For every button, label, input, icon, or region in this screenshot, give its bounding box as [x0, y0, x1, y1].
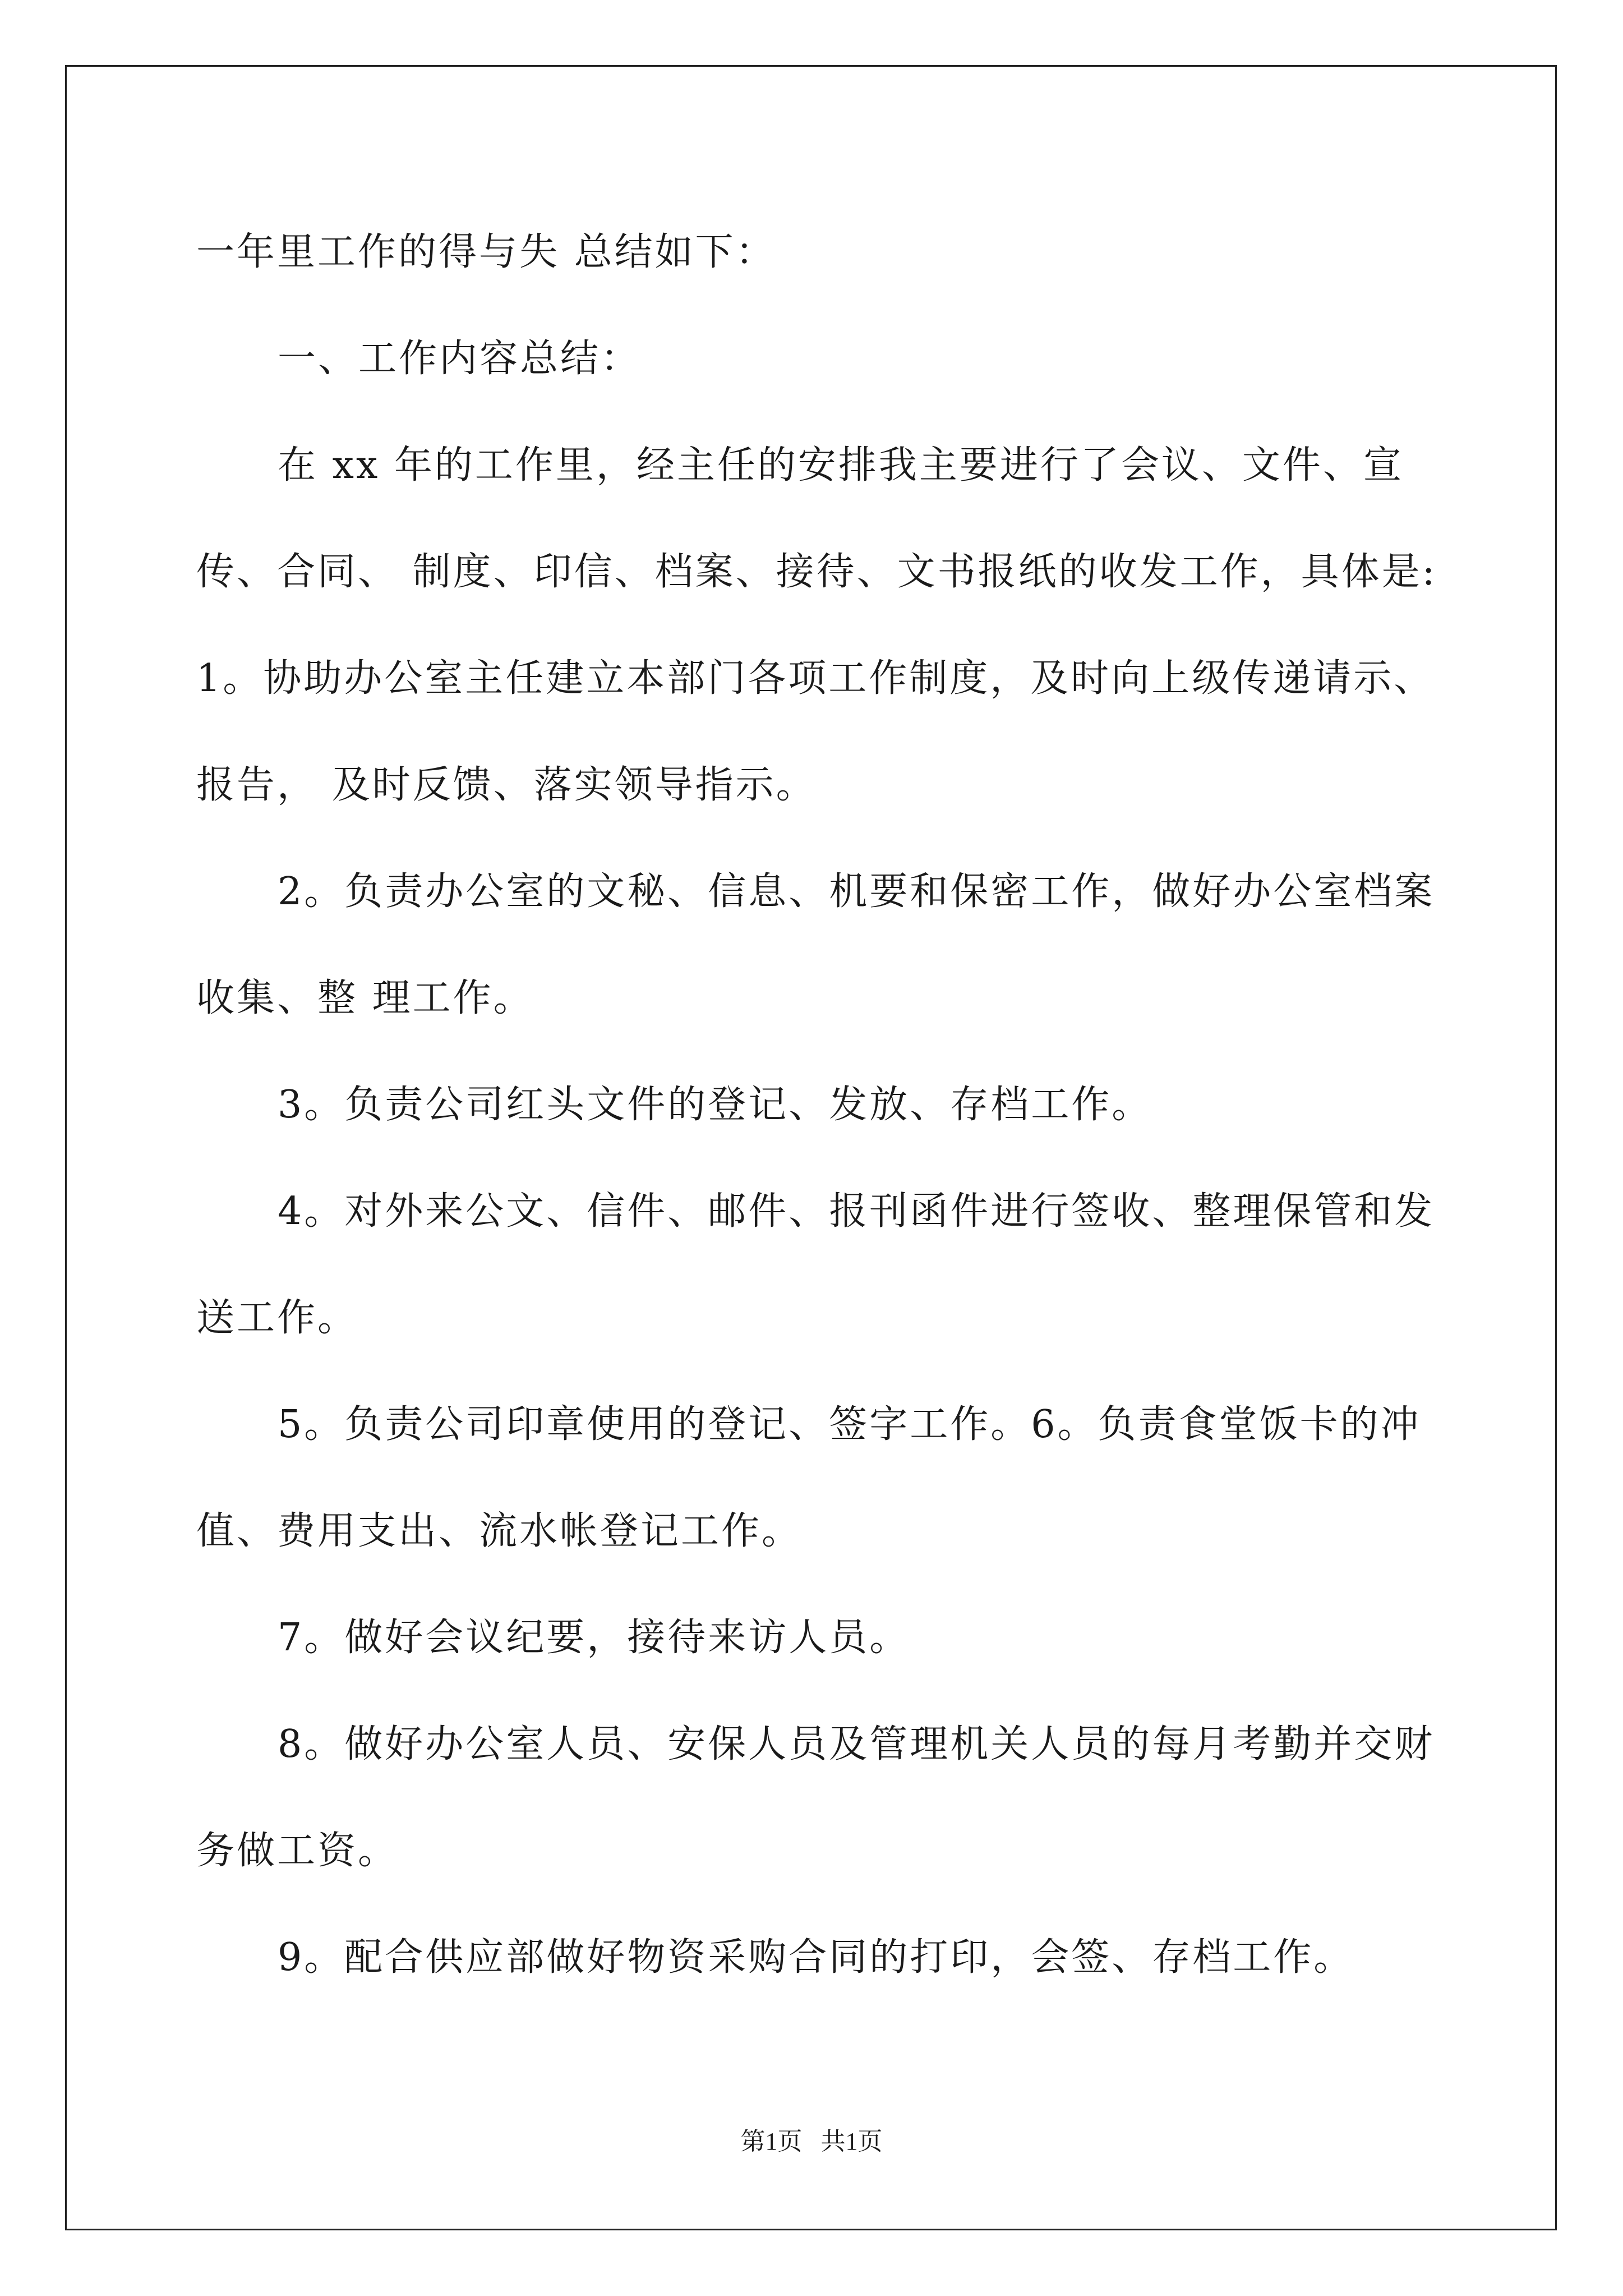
list-item-9: 9。配合供应部做好物资采购合同的打印，会签、存档工作。 [278, 1935, 1354, 1980]
list-item-5: 5。负责公司印章使用的登记、签字工作。6。负责食堂饭卡的冲 [278, 1402, 1421, 1447]
list-item-1-cont: 报告， 及时反馈、落实领导指示。 [196, 763, 817, 807]
page-footer: 第1页 共1页 [740, 2128, 883, 2155]
list-item-2: 2。负责办公室的文秘、信息、机要和保密工作，做好办公室档案 [278, 869, 1435, 914]
list-item-1: 1。协助办公室主任建立本部门各项工作制度，及时向上级传递请示、 [196, 656, 1435, 701]
list-item-4-cont: 送工作。 [196, 1296, 358, 1340]
list-item-3: 3。负责公司红头文件的登记、发放、存档工作。 [278, 1083, 1152, 1127]
section-heading: 一、工作内容总结： [278, 337, 642, 381]
list-item-2-cont: 收集、整 理工作。 [196, 976, 534, 1020]
page-border [65, 65, 1557, 2230]
paragraph-line: 传、合同、 制度、印信、档案、接待、文书报纸的收发工作，具体是: [196, 550, 1437, 594]
paragraph-line: 在 xx 年的工作里，经主任的安排我主要进行了会议、文件、宣 [278, 443, 1404, 487]
intro-line: 一年里工作的得与失 总结如下： [196, 230, 776, 274]
list-item-8: 8。做好办公室人员、安保人员及管理机关人员的每月考勤并交财 [278, 1722, 1435, 1766]
list-item-4: 4。对外来公文、信件、邮件、报刊函件进行签收、整理保管和发 [278, 1189, 1435, 1234]
list-item-6-cont: 值、费用支出、流水帐登记工作。 [196, 1509, 803, 1553]
list-item-8-cont: 务做工资。 [196, 1829, 399, 1873]
list-item-7: 7。做好会议纪要，接待来访人员。 [278, 1616, 910, 1660]
